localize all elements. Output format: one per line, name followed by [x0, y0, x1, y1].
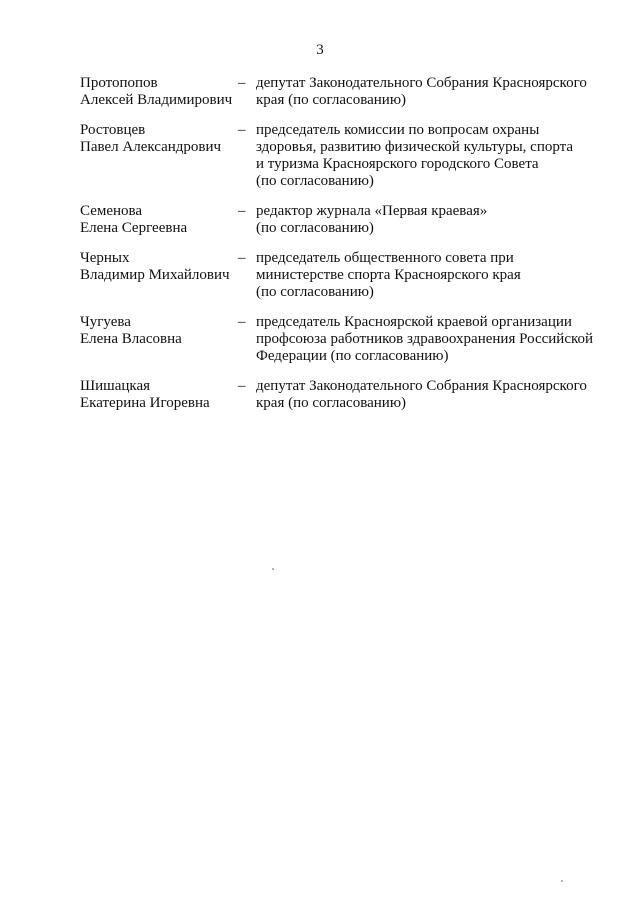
member-role-line: (по согласованию)	[256, 220, 374, 236]
member-name	[80, 250, 238, 284]
member-row	[80, 203, 610, 237]
member-role-line: профсоюза работников здравоохранения Российской	[256, 331, 594, 347]
dash-separator: –	[238, 378, 246, 394]
member-role	[256, 378, 610, 412]
member-role	[256, 203, 610, 237]
member-list	[80, 75, 610, 425]
member-role-line: редактор журнала «Первая краевая»	[256, 203, 488, 219]
member-name-line: Владимир Михайлович	[80, 267, 230, 283]
member-role	[256, 122, 610, 190]
member-name	[80, 75, 238, 109]
member-role-line: Федерации (по согласованию)	[256, 348, 449, 364]
member-row	[80, 378, 610, 412]
member-role-line: здоровья, развитию физической культуры, спорта	[256, 139, 574, 155]
member-role-line: председатель общественного совета при	[256, 250, 514, 266]
member-role-line: края (по согласованию)	[256, 395, 407, 411]
dash-separator: –	[238, 122, 246, 138]
member-name-line: Черных	[80, 250, 130, 266]
member-role-line: министерстве спорта Красноярского края	[256, 267, 521, 283]
member-row	[80, 75, 610, 109]
member-role-line: председатель комиссии по вопросам охраны	[256, 122, 540, 138]
member-row	[80, 314, 610, 365]
member-role-line: (по согласованию)	[256, 173, 374, 189]
member-name-line: Елена Власовна	[80, 331, 182, 347]
member-name-line: Екатерина Игоревна	[80, 395, 210, 411]
page-number: 3	[316, 42, 324, 58]
member-name	[80, 203, 238, 237]
member-name	[80, 314, 238, 348]
member-name-line: Елена Сергеевна	[80, 220, 188, 236]
member-name-line: Ростовцев	[80, 122, 146, 138]
member-role-line: председатель Красноярской краевой организации	[256, 314, 572, 330]
scan-speck	[272, 568, 274, 570]
member-row	[80, 122, 610, 190]
dash-separator: –	[238, 75, 246, 91]
member-role	[256, 250, 610, 301]
member-name-line: Семенова	[80, 203, 143, 219]
member-row	[80, 250, 610, 301]
member-role	[256, 314, 610, 365]
member-name-line: Алексей Владимирович	[80, 92, 233, 108]
dash-separator: –	[238, 203, 246, 219]
member-role-line: депутат Законодательного Собрания Красноярского	[256, 378, 587, 394]
dash-separator: –	[238, 250, 246, 266]
member-name-line: Шишацкая	[80, 378, 151, 394]
member-name-line: Протопопов	[80, 75, 158, 91]
member-name	[80, 378, 238, 412]
scan-speck	[561, 880, 563, 882]
member-role-line: и туризма Красноярского городского Совета	[256, 156, 539, 172]
member-name-line: Чугуева	[80, 314, 131, 330]
member-name-line: Павел Александрович	[80, 139, 222, 155]
member-role-line: края (по согласованию)	[256, 92, 407, 108]
member-role-line: депутат Законодательного Собрания Красноярского	[256, 75, 587, 91]
member-role-line: (по согласованию)	[256, 284, 374, 300]
dash-separator: –	[238, 314, 246, 330]
member-role	[256, 75, 610, 109]
member-name	[80, 122, 238, 156]
